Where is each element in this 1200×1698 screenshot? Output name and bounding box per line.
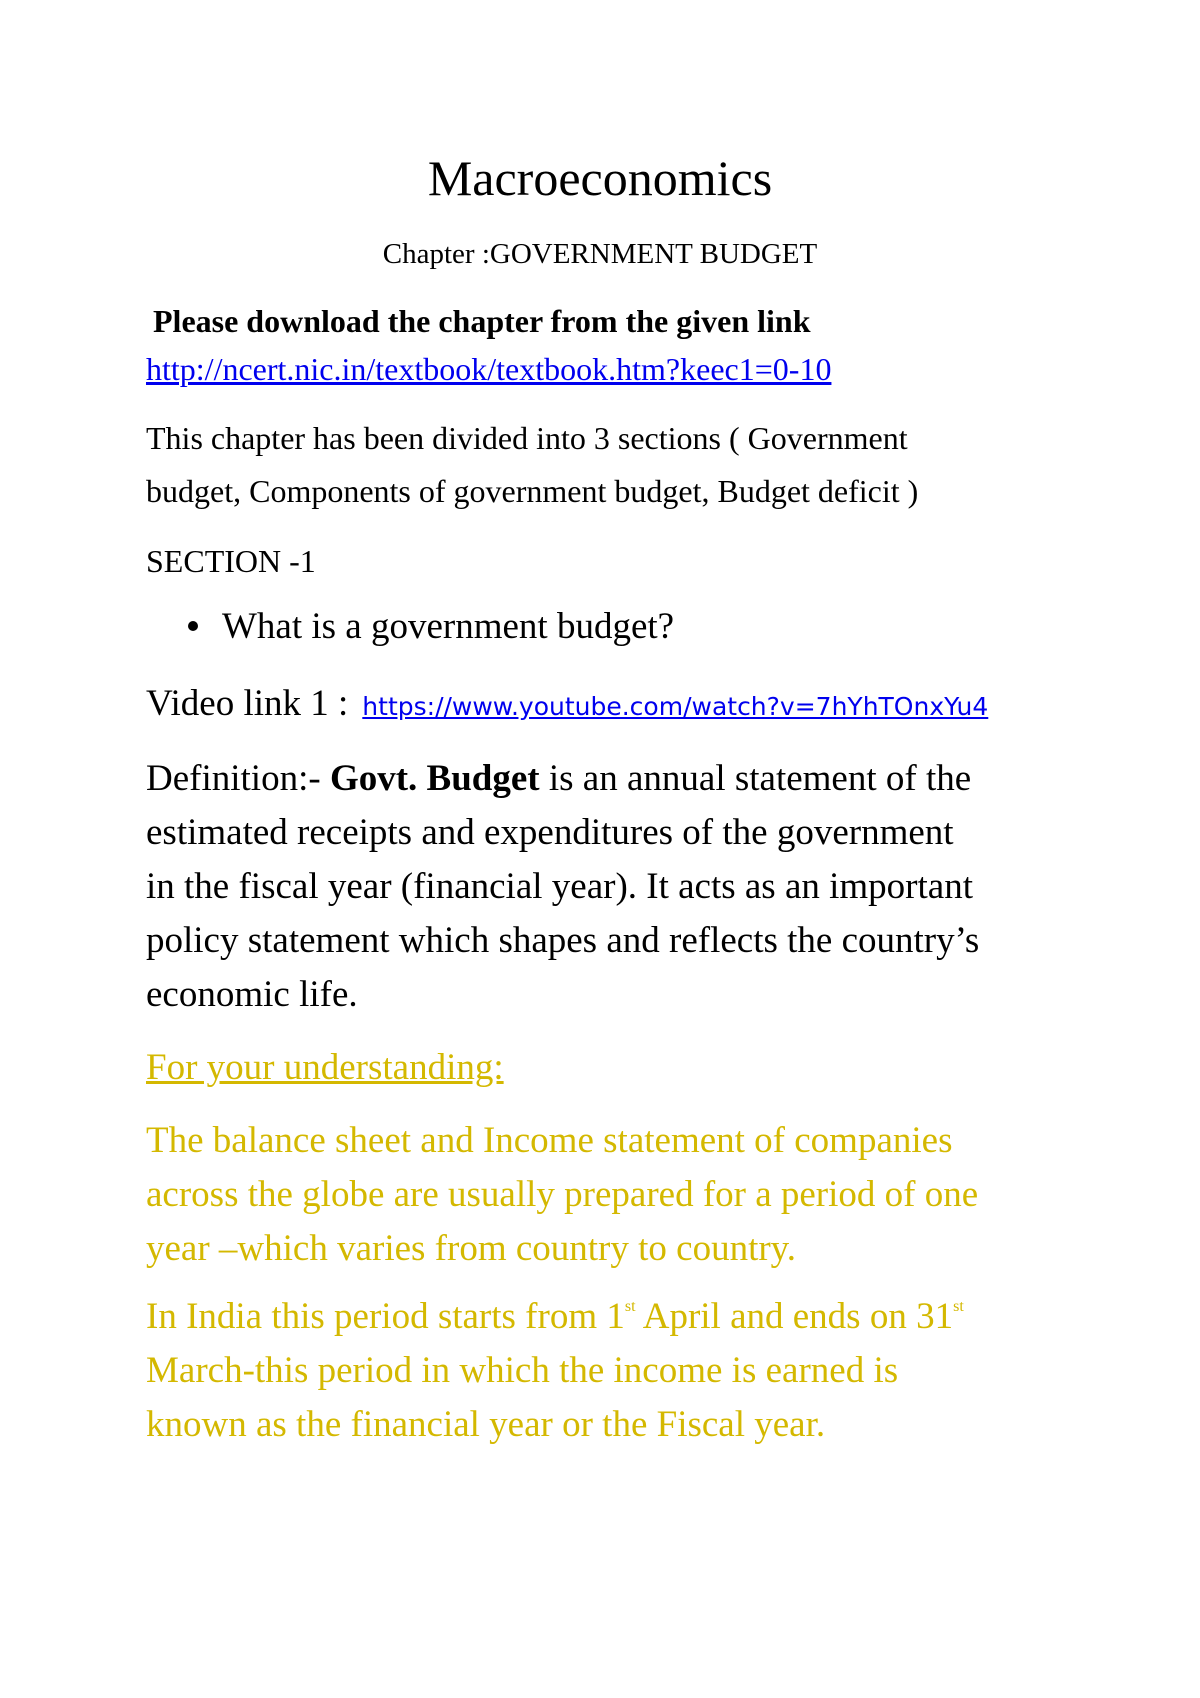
india-line-1 xyxy=(146,1290,964,1344)
section-heading: SECTION -1 xyxy=(146,543,316,579)
definition-paragraph xyxy=(146,752,979,1022)
youtube-video-link[interactable]: https://www.youtube.com/watch?v=7hYhTOnxYu4 xyxy=(362,692,989,721)
balance-line-3: year –which varies from country to country. xyxy=(146,1228,797,1269)
definition-line-2: estimated receipts and expenditures of the government xyxy=(146,812,954,853)
definition-term: Govt. Budget xyxy=(329,758,540,799)
definition-line-5: economic life. xyxy=(146,974,358,1015)
bullet-icon xyxy=(188,621,198,631)
intro-line-1: This chapter has been divided into 3 sections ( Government xyxy=(146,420,908,456)
balance-line-2: across the globe are usually prepared for a period of one xyxy=(146,1174,979,1215)
india-paragraph xyxy=(146,1290,964,1452)
download-instruction: Please download the chapter from the given link xyxy=(153,303,811,339)
ncert-textbook-link[interactable]: http://ncert.nic.in/textbook/textbook.htm?keec1=0-10 xyxy=(146,351,832,387)
video-link-label: Video link 1 : xyxy=(146,683,349,724)
bullet-list-item xyxy=(146,602,674,652)
video-link-row xyxy=(146,680,988,731)
balance-paragraph xyxy=(146,1114,978,1276)
ncert-link-line xyxy=(146,350,831,388)
page-title: Macroeconomics xyxy=(427,150,773,206)
india-part-2: April and ends on 31 xyxy=(635,1296,954,1337)
definition-line-1 xyxy=(146,752,979,806)
intro-line-2: budget, Components of government budget, Budget deficit ) xyxy=(146,473,919,509)
bullet-question: What is a government budget? xyxy=(222,606,675,647)
superscript-st-2: st xyxy=(953,1297,964,1315)
intro-paragraph xyxy=(146,412,918,518)
india-part-1: In India this period starts from 1 xyxy=(146,1296,625,1337)
superscript-st-1: st xyxy=(624,1297,636,1315)
definition-prefix: Definition:- xyxy=(146,758,330,799)
definition-line-3: in the fiscal year (financial year). It acts as an important xyxy=(146,866,973,907)
understanding-heading: For your understanding: xyxy=(146,1047,504,1088)
chapter-heading: Chapter :GOVERNMENT BUDGET xyxy=(382,238,818,270)
balance-line-1: The balance sheet and Income statement of companies xyxy=(146,1120,953,1161)
definition-line-4: policy statement which shapes and reflects the country’s xyxy=(146,920,980,961)
india-line-2: March-this period in which the income is earned is xyxy=(146,1350,899,1391)
definition-line-1-rest: is an annual statement of the xyxy=(539,758,972,799)
india-line-3: known as the financial year or the Fiscal year. xyxy=(146,1404,826,1445)
